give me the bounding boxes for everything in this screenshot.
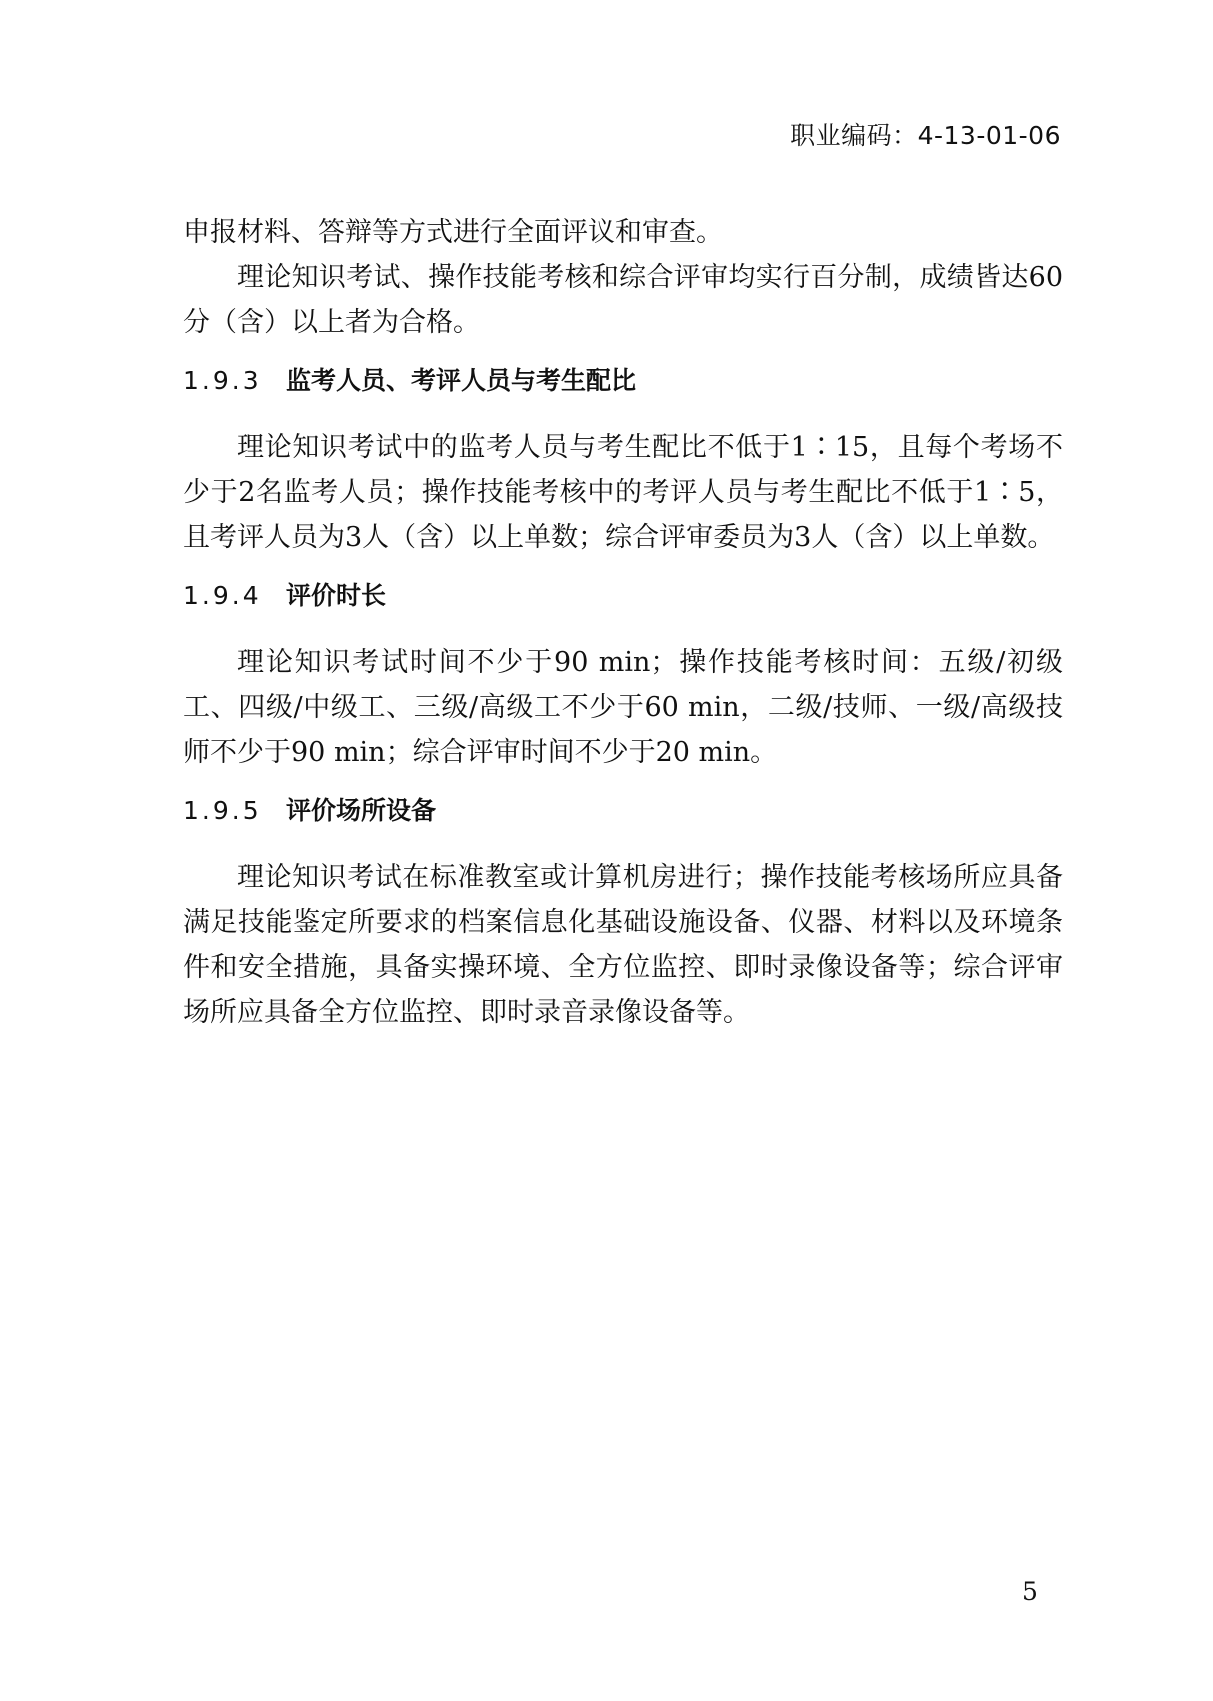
paragraph-review-methods: 申报材料、答辩等方式进行全面评议和审查。: [183, 217, 723, 248]
section-heading-1-9-5: [183, 793, 1063, 829]
section-title: 评价时长: [286, 581, 387, 610]
section-number: 1.9.3: [183, 366, 262, 395]
occupation-code: 职业编码：4-13-01-06: [790, 121, 1061, 150]
paragraph-staff-ratio: 理论知识考试中的监考人员与考生配比不低于1∶15，且每个考场不少于2名监考人员；操作技能考核中的考评人员与考生配比不低于1∶5，且考评人员为3人（含）以上单数；综合评审委员为3人（含）以上单数。: [183, 432, 1063, 553]
paragraph-venue-equipment: 理论知识考试在标准教室或计算机房进行；操作技能考核场所应具备满足技能鉴定所要求的档案信息化基础设施设备、仪器、材料以及环境条件和安全措施，具备实操环境、全方位监控、即时录像设备等；综合评审场所应具备全方位监控、即时录音录像设备等。: [183, 862, 1063, 1028]
page-content: [183, 210, 1063, 1035]
section-heading-1-9-3: [183, 363, 1063, 399]
section-title: 监考人员、考评人员与考生配比: [286, 366, 637, 395]
page-number: 5: [1022, 1577, 1038, 1606]
paragraph-scoring: 理论知识考试、操作技能考核和综合评审均实行百分制，成绩皆达60分（含）以上者为合格。: [183, 262, 1063, 338]
section-number: 1.9.5: [183, 796, 262, 825]
section-heading-1-9-4: [183, 578, 1063, 614]
paragraph-duration: 理论知识考试时间不少于90 min；操作技能考核时间：五级/初级工、四级/中级工、三级/高级工不少于60 min，二级/技师、一级/高级技师不少于90 min；综合评审时间不少于20 min。: [183, 647, 1063, 768]
section-title: 评价场所设备: [286, 796, 437, 825]
section-number: 1.9.4: [183, 581, 262, 610]
